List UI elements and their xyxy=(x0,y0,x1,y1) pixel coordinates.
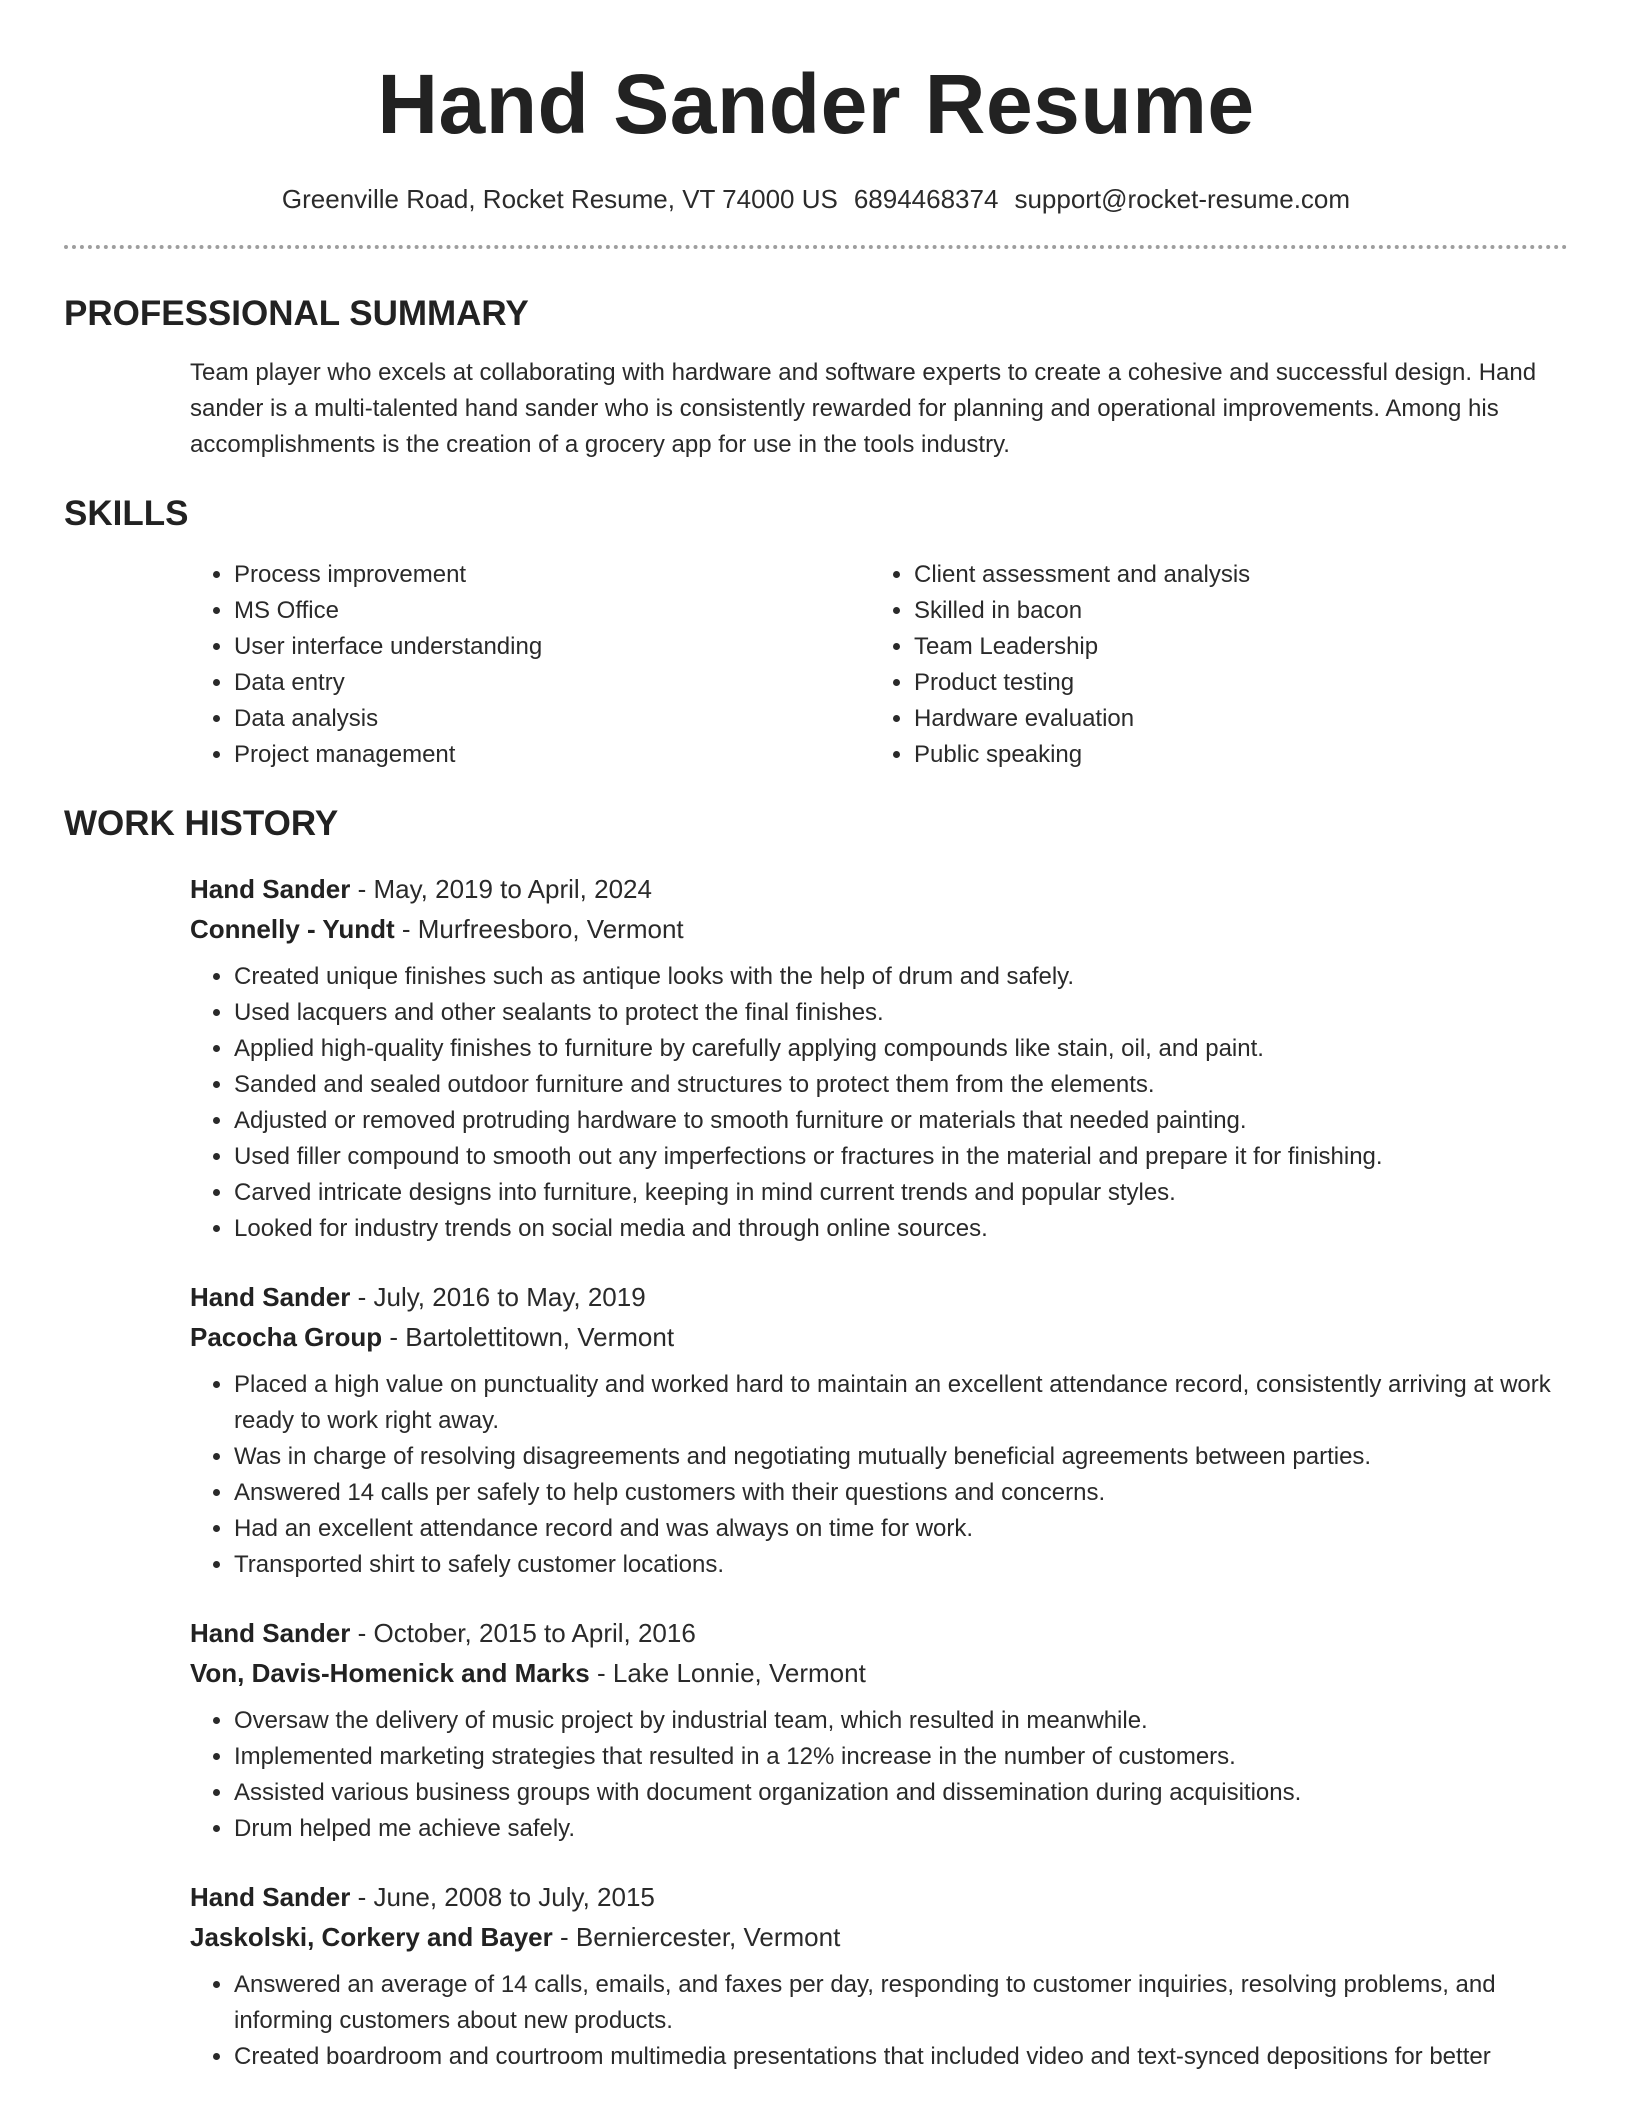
job-bullet: • Applied high-quality finishes to furniture by carefully applying compounds like stain, oil, and paint. xyxy=(234,1031,1586,1067)
job-title: Hand Sander xyxy=(190,1618,351,1648)
job-bullets xyxy=(190,1703,1586,1847)
header-divider xyxy=(64,245,1568,249)
skill-item: • Public speaking xyxy=(914,737,1250,773)
skills-list-right xyxy=(870,557,1250,773)
job-location: - Berniercester, Vermont xyxy=(552,1922,841,1952)
contact-phone: 6894468374 xyxy=(853,184,999,214)
skills-list-left xyxy=(190,557,870,773)
job-company: Connelly - Yundt xyxy=(190,914,395,944)
skill-item: • Skilled in bacon xyxy=(914,593,1250,629)
job-bullet: • Placed a high value on punctuality and worked hard to maintain an excellent attendance record, consistently arriving at work ready to work right away. xyxy=(234,1367,1586,1439)
job-title: Hand Sander xyxy=(190,1282,351,1312)
job-bullet: • Created boardroom and courtroom multimedia presentations that included video and text-synced depositions for better xyxy=(234,2039,1586,2075)
work-history-heading: WORK HISTORY xyxy=(64,804,339,843)
job-entry xyxy=(190,869,1568,1247)
job-entry xyxy=(190,1277,1568,1583)
job-dates: - June, 2008 to July, 2015 xyxy=(350,1882,655,1912)
job-title-line xyxy=(190,1613,1568,1653)
skill-item: • Process improvement xyxy=(234,557,870,593)
job-bullet: • Carved intricate designs into furniture, keeping in mind current trends and popular styles. xyxy=(234,1175,1586,1211)
contact-email: support@rocket-resume.com xyxy=(1014,184,1351,214)
job-bullet: • Transported shirt to safely customer locations. xyxy=(234,1547,1586,1583)
job-company: Von, Davis-Homenick and Marks xyxy=(190,1658,590,1688)
job-bullet: • Assisted various business groups with document organization and dissemination during acquisitions. xyxy=(234,1775,1586,1811)
job-company-line xyxy=(190,1653,1568,1693)
job-bullets xyxy=(190,1967,1586,2075)
job-title-line xyxy=(190,869,1568,909)
job-company: Pacocha Group xyxy=(190,1322,383,1352)
job-company: Jaskolski, Corkery and Bayer xyxy=(190,1922,553,1952)
skill-item: • User interface understanding xyxy=(234,629,870,665)
job-company-line xyxy=(190,909,1568,949)
skills-heading: SKILLS xyxy=(64,494,189,533)
job-bullet: • Used filler compound to smooth out any imperfections or fractures in the material and prepare it for finishing. xyxy=(234,1139,1586,1175)
job-title: Hand Sander xyxy=(190,1882,351,1912)
job-bullet: • Looked for industry trends on social media and through online sources. xyxy=(234,1211,1586,1247)
job-title-line xyxy=(190,1277,1568,1317)
job-dates: - May, 2019 to April, 2024 xyxy=(350,874,652,904)
summary-heading: PROFESSIONAL SUMMARY xyxy=(64,294,529,333)
job-bullet: • Adjusted or removed protruding hardware to smooth furniture or materials that needed painting. xyxy=(234,1103,1586,1139)
job-title-line xyxy=(190,1877,1568,1917)
skill-item: • Data entry xyxy=(234,665,870,701)
job-title: Hand Sander xyxy=(190,874,351,904)
skills-grid xyxy=(190,557,1568,773)
skill-item: • Project management xyxy=(234,737,870,773)
skill-item: • MS Office xyxy=(234,593,870,629)
job-bullets xyxy=(190,959,1586,1247)
skill-item: • Data analysis xyxy=(234,701,870,737)
job-location: - Bartolettitown, Vermont xyxy=(382,1322,675,1352)
job-entry xyxy=(190,1877,1568,2075)
job-bullet: • Sanded and sealed outdoor furniture and structures to protect them from the elements. xyxy=(234,1067,1586,1103)
skill-item: • Product testing xyxy=(914,665,1250,701)
job-dates: - July, 2016 to May, 2019 xyxy=(350,1282,646,1312)
skill-item: • Team Leadership xyxy=(914,629,1250,665)
job-location: - Murfreesboro, Vermont xyxy=(394,914,684,944)
skill-item: • Hardware evaluation xyxy=(914,701,1250,737)
job-entry xyxy=(190,1613,1568,1847)
job-dates: - October, 2015 to April, 2016 xyxy=(350,1618,696,1648)
job-bullet: • Was in charge of resolving disagreements and negotiating mutually beneficial agreements between parties. xyxy=(234,1439,1586,1475)
job-location: - Lake Lonnie, Vermont xyxy=(589,1658,866,1688)
contact-address: Greenville Road, Rocket Resume, VT 74000 US xyxy=(281,184,838,214)
resume-page xyxy=(64,0,1568,2075)
skill-item: • Client assessment and analysis xyxy=(914,557,1250,593)
job-bullet: • Used lacquers and other sealants to protect the final finishes. xyxy=(234,995,1586,1031)
job-bullet: • Answered an average of 14 calls, emails, and faxes per day, responding to customer inquiries, resolving problems, and informing customers about new products. xyxy=(234,1967,1586,2039)
job-company-line xyxy=(190,1917,1568,1957)
summary-text: Team player who excels at collaborating with hardware and software experts to create a cohesive and successful design. Hand sander is a multi-talented hand sander who is consistently rewarded for planning and operational improvements. Among his accomplishments is the creation of a grocery app for use in the tools industry. xyxy=(190,359,1537,458)
job-bullet: • Implemented marketing strategies that resulted in a 12% increase in the number of customers. xyxy=(234,1739,1586,1775)
job-bullet: • Answered 14 calls per safely to help customers with their questions and concerns. xyxy=(234,1475,1586,1511)
contact-line xyxy=(64,182,1568,216)
resume-title: Hand Sander Resume xyxy=(377,57,1255,151)
job-bullets xyxy=(190,1367,1586,1583)
job-bullet: • Oversaw the delivery of music project by industrial team, which resulted in meanwhile. xyxy=(234,1703,1586,1739)
job-bullet: • Drum helped me achieve safely. xyxy=(234,1811,1586,1847)
job-company-line xyxy=(190,1317,1568,1357)
job-bullet: • Had an excellent attendance record and was always on time for work. xyxy=(234,1511,1586,1547)
job-bullet: • Created unique finishes such as antique looks with the help of drum and safely. xyxy=(234,959,1586,995)
